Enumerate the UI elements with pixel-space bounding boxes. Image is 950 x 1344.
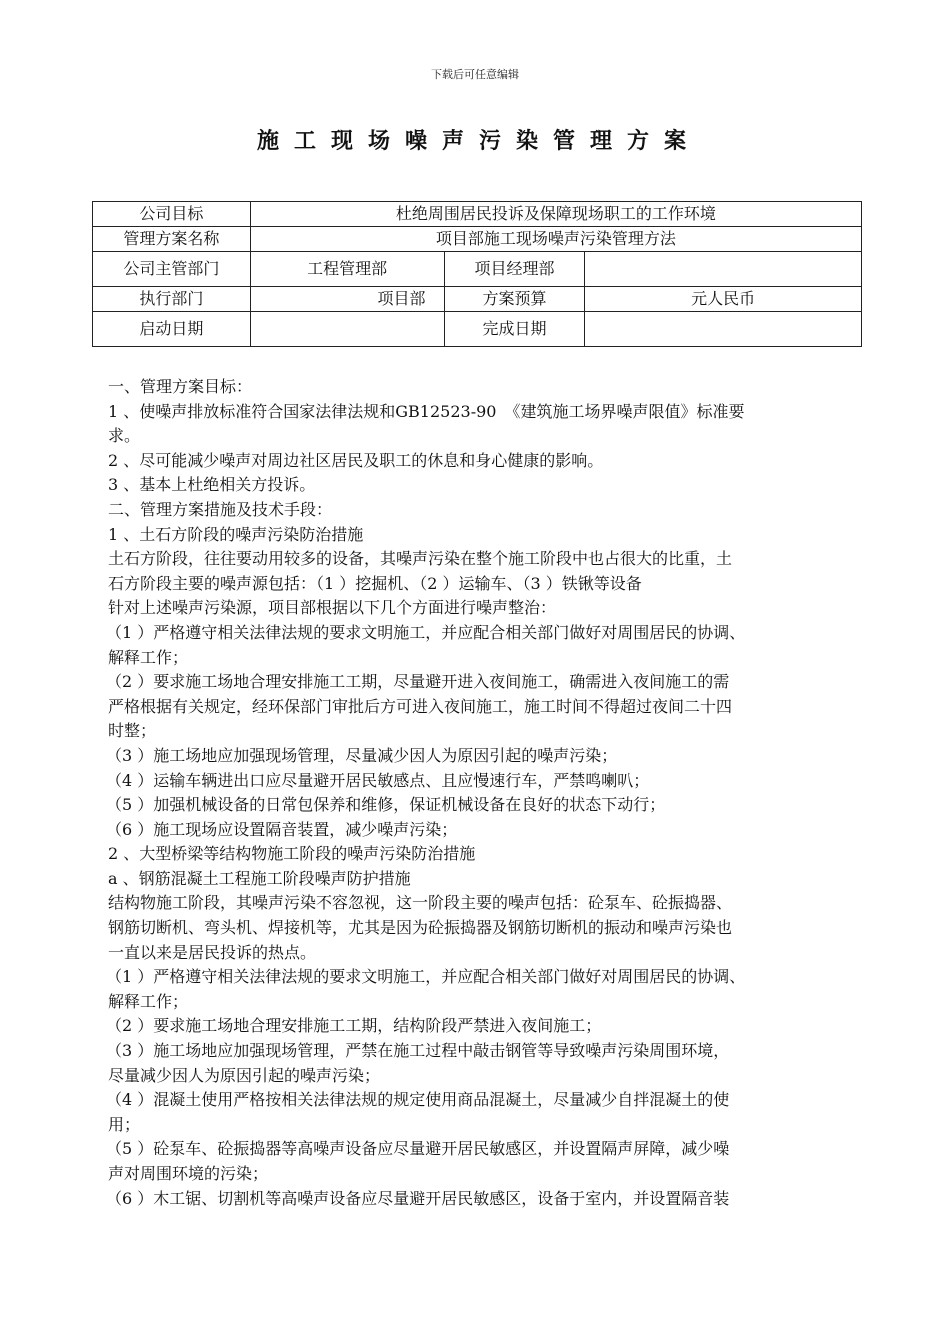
cell-label: 管理方案名称 <box>93 227 251 252</box>
text-line: （6 ）施工现场应设置隔音装置，减少噪声污染； <box>106 819 458 839</box>
text-line: （1 ）严格遵守相关法律法规的要求文明施工，并应配合相关部门做好对周围居民的协调、 <box>106 622 746 642</box>
text-line: 求。 <box>108 426 141 446</box>
document-title: 施工现场噪声污染管理方案 <box>256 128 701 154</box>
text-line: 解释工作； <box>108 991 189 1011</box>
cell-label: 执行部门 <box>93 287 251 312</box>
text-line: （6 ）木工锯、切割机等高噪声设备应尽量避开居民敏感区，设备于室内，并设置隔音装 <box>106 1188 730 1208</box>
text-line: 石方阶段主要的噪声源包括：（1 ）挖掘机、（2 ）运输车、（3 ）铁锹等设备 <box>108 573 642 593</box>
text-line: 3 、基本上杜绝相关方投诉。 <box>108 475 316 495</box>
cell-value <box>585 312 862 347</box>
text-line: 钢筋切断机、弯头机、焊接机等，尤其是因为砼振捣器及钢筋切断机的振动和噪声污染也 <box>108 918 733 938</box>
cell-label: 方案预算 <box>444 287 585 312</box>
text-line: （1 ）严格遵守相关法律法规的要求文明施工，并应配合相关部门做好对周围居民的协调、 <box>106 967 746 987</box>
text-line: （2 ）要求施工场地合理安排施工工期，结构阶段严禁进入夜间施工； <box>106 1016 602 1036</box>
text-line: 声对周围环境的污染； <box>108 1164 269 1183</box>
text-line: （5 ）加强机械设备的日常包保养和维修，保证机械设备在良好的状态下动行； <box>106 795 666 815</box>
cell-label: 完成日期 <box>444 312 585 347</box>
table-row <box>93 287 862 312</box>
plan-info-table <box>92 201 862 347</box>
text-line: （5 ）砼泵车、砼振捣器等高噪声设备应尽量避开居民敏感区，并设置隔声屏障，减少噪 <box>106 1139 730 1159</box>
text-line: 结构物施工阶段，其噪声污染不容忽视，这一阶段主要的噪声包括：砼泵车、砼振捣器、 <box>108 893 733 913</box>
text-line: 一、管理方案目标： <box>108 377 253 396</box>
text-line: 2 、尽可能减少噪声对周边社区居民及职工的休息和身心健康的影响。 <box>108 450 604 470</box>
cell-value: 项目部 <box>250 287 444 312</box>
text-line: a 、钢筋混凝土工程施工阶段噪声防护措施 <box>108 868 411 888</box>
cell-label: 启动日期 <box>93 312 251 347</box>
cell-value <box>250 312 444 347</box>
text-line: （3 ）施工场地应加强现场管理，尽量减少因人为原因引起的噪声污染； <box>106 745 618 765</box>
text-line: 针对上述噪声污染源，项目部根据以下几个方面进行噪声整治： <box>108 598 557 618</box>
text-line: 一直以来是居民投诉的热点。 <box>108 942 317 962</box>
text-line: 1 、使噪声排放标准符合国家法律法规和GB12523-90 《建筑施工场界噪声限值》标准要 <box>108 401 745 421</box>
cell-value <box>585 252 862 287</box>
text-line: 尽量减少因人为原因引起的噪声污染； <box>108 1065 381 1085</box>
text-line: （2 ）要求施工场地合理安排施工工期，尽量避开进入夜间施工，确需进入夜间施工的需 <box>106 672 730 692</box>
text-line: （4 ）运输车辆进出口应尽量避开居民敏感点、且应慢速行车，严禁鸣喇叭； <box>106 770 650 790</box>
text-line: 解释工作； <box>108 647 189 667</box>
text-line: 时整； <box>108 721 157 741</box>
cell-value: 元人民币 <box>585 287 862 312</box>
table-row <box>93 312 862 347</box>
header-note: 下载后可任意编辑 <box>431 68 519 81</box>
cell-label: 项目经理部 <box>444 252 585 287</box>
cell-value: 项目部施工现场噪声污染管理方法 <box>250 227 861 252</box>
text-line: 土石方阶段，往往要动用较多的设备，其噪声污染在整个施工阶段中也占很大的比重，土 <box>108 549 733 569</box>
table-row <box>93 252 862 287</box>
table-row <box>93 227 862 252</box>
cell-label: 公司主管部门 <box>93 252 251 287</box>
cell-value: 杜绝周围居民投诉及保障现场职工的工作环境 <box>250 202 861 227</box>
document-body <box>108 375 868 1211</box>
text-line: （3 ）施工场地应加强现场管理，严禁在施工过程中敲击钢管等导致噪声污染周围环境， <box>106 1041 730 1061</box>
table-row <box>93 202 862 227</box>
text-line: 2 、大型桥梁等结构物施工阶段的噪声污染防治措施 <box>108 844 476 864</box>
text-line: 严格根据有关规定，经环保部门审批后方可进入夜间施工，施工时间不得超过夜间二十四 <box>108 696 733 716</box>
text-line: 二、管理方案措施及技术手段： <box>108 499 333 519</box>
cell-label: 公司目标 <box>93 202 251 227</box>
cell-value: 工程管理部 <box>250 252 444 287</box>
text-line: 1 、土石方阶段的噪声污染防治措施 <box>108 524 364 544</box>
text-line: 用； <box>108 1114 141 1134</box>
text-line: （4 ）混凝土使用严格按相关法律法规的规定使用商品混凝土，尽量减少自拌混凝土的使 <box>106 1090 730 1110</box>
